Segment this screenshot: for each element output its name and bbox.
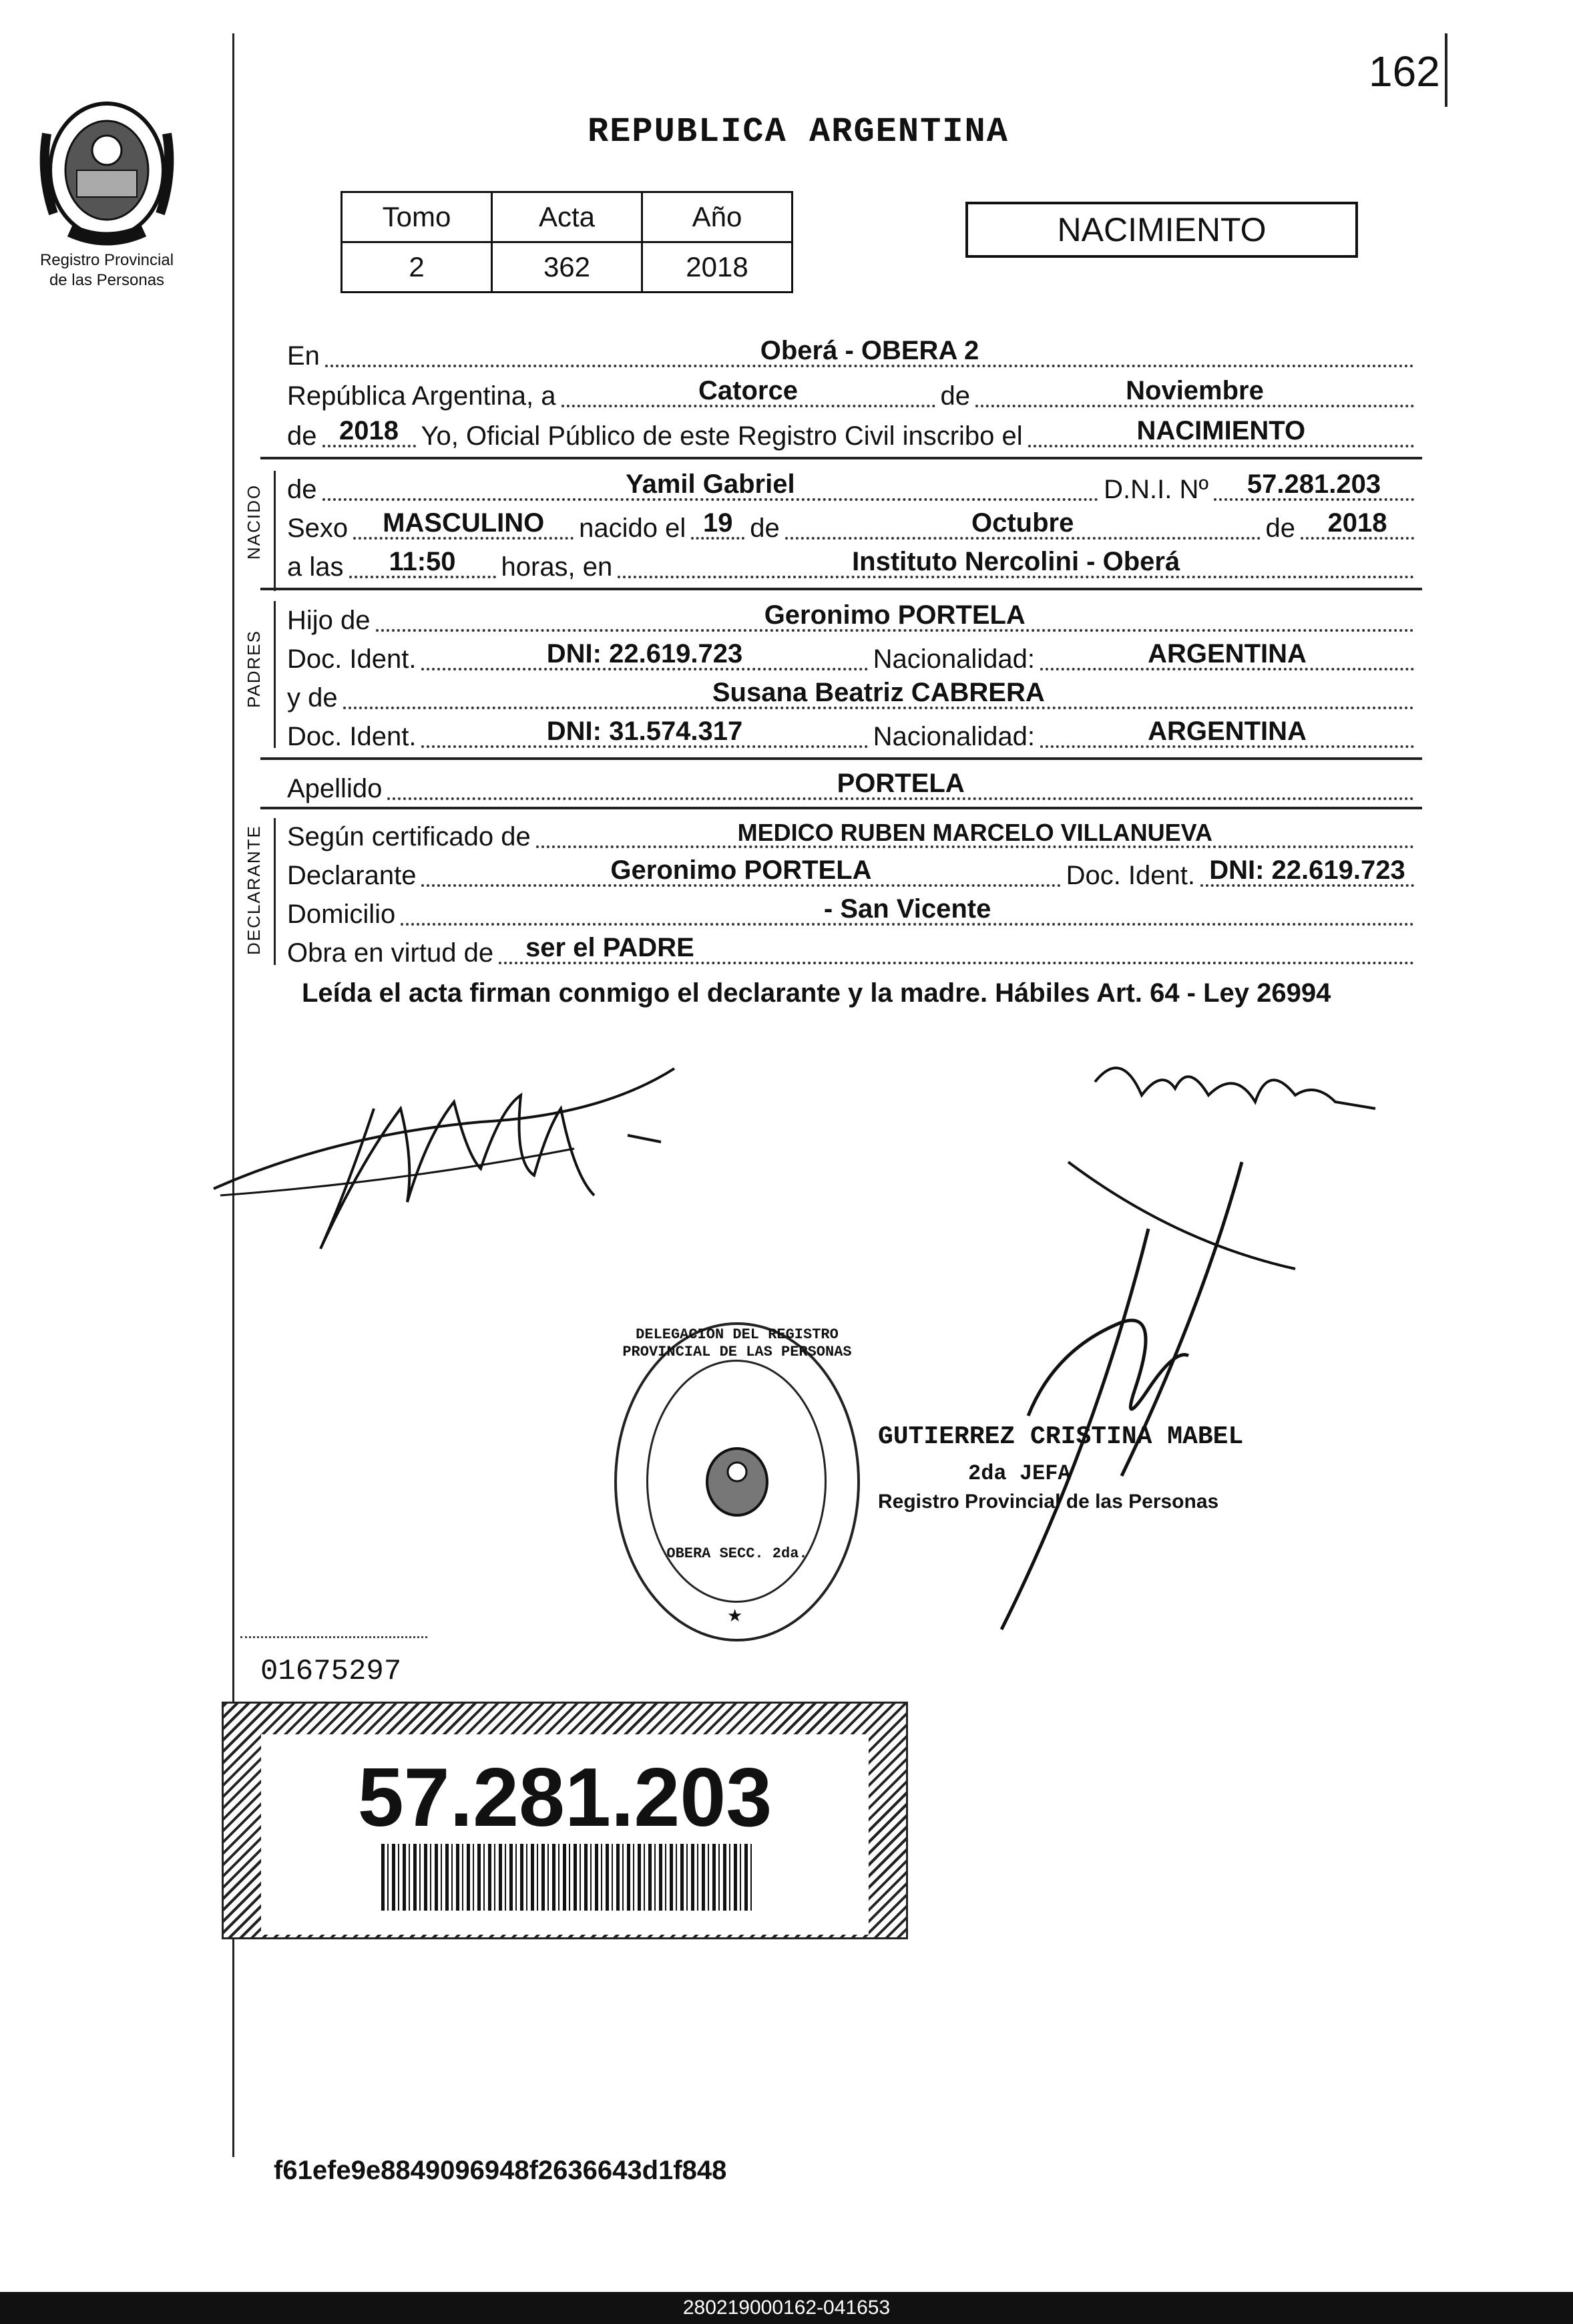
nacido-name-row — [287, 467, 1419, 505]
republica-label: República Argentina, a — [287, 381, 556, 411]
record-value-ano: 2018 — [642, 242, 793, 293]
mother-name: Susana Beatriz CABRERA — [712, 678, 1045, 707]
dni-label: D.N.I. Nº — [1104, 475, 1208, 504]
security-number: 57.281.203 — [357, 1752, 772, 1844]
inscribo-row — [287, 414, 1419, 451]
official-name: GUTIERREZ CRISTINA MABEL — [878, 1422, 1244, 1451]
en-value: Oberá - OBERA 2 — [760, 336, 979, 365]
provincial-logo — [27, 87, 187, 301]
sexo-label: Sexo — [287, 514, 349, 543]
horas-label: horas, en — [501, 552, 613, 582]
de2-label: de — [287, 421, 317, 451]
birth-month: Octubre — [971, 508, 1074, 538]
obra-label: Obra en virtud de — [287, 938, 494, 968]
page-number-rule — [1445, 33, 1447, 107]
declarante-bracket — [274, 818, 276, 965]
padres-bracket — [274, 601, 276, 748]
mother-doc: DNI: 31.574.317 — [546, 717, 743, 746]
misiones-coat-of-arms-icon — [27, 87, 187, 247]
star-icon: ★ — [727, 1605, 743, 1625]
alas-label: a las — [287, 552, 344, 582]
birth-de-label: de — [750, 514, 780, 543]
de-label: de — [940, 381, 970, 411]
declarante-label: Declarante — [287, 861, 417, 890]
birth-place: Instituto Nercolini - Oberá — [852, 547, 1180, 576]
obra-row — [287, 931, 1419, 968]
record-value-acta: 362 — [492, 242, 642, 293]
father-doc-label: Doc. Ident. — [287, 644, 417, 674]
record-value-tomo: 2 — [342, 242, 492, 293]
sexo-value: MASCULINO — [383, 508, 545, 538]
day-value: Catorce — [698, 376, 798, 405]
mother-doc-label: Doc. Ident. — [287, 722, 417, 751]
official-office: Registro Provincial de las Personas — [878, 1491, 1219, 1513]
father-doc-row — [287, 637, 1419, 674]
month-value: Noviembre — [1126, 376, 1264, 405]
declarante-doc: DNI: 22.619.723 — [1209, 855, 1405, 885]
domicilio-label: Domicilio — [287, 900, 396, 929]
nacido-time-row — [287, 545, 1419, 582]
official-stamp — [614, 1322, 860, 1641]
inscribo-label: Yo, Oficial Público de este Registro Civil inscribo el — [421, 421, 1023, 451]
father-row — [287, 598, 1419, 636]
padres-section-label: PADRES — [244, 630, 264, 708]
birth-day: 19 — [703, 508, 733, 538]
document-hash: f61efe9e8849096948f2636643d1f848 — [274, 2156, 727, 2185]
footer-code: 280219000162-041653 — [682, 2297, 891, 2319]
obra-value: ser el PADRE — [525, 933, 694, 962]
en-label: En — [287, 341, 320, 371]
newborn-name: Yamil Gabriel — [626, 469, 795, 499]
father-nationality: ARGENTINA — [1148, 639, 1307, 668]
mother-signature — [921, 1042, 1429, 1643]
yde-label: y de — [287, 683, 338, 713]
birth-time: 11:50 — [389, 547, 456, 576]
page-number: 162 — [1369, 47, 1440, 95]
declarante-signature — [200, 1028, 708, 1282]
record-type-box: NACIMIENTO — [965, 202, 1358, 258]
en-row — [287, 334, 1419, 371]
nacido-de-label: de — [287, 475, 317, 504]
domicilio-row — [287, 892, 1419, 930]
logo-caption-line2: de las Personas — [49, 271, 165, 289]
record-header-tomo: Tomo — [342, 192, 492, 242]
nacido-section-label: NACIDO — [244, 483, 264, 560]
barcode — [381, 1844, 755, 1911]
father-doc: DNI: 22.619.723 — [546, 639, 743, 668]
record-header-acta: Acta — [492, 192, 642, 242]
nacido-birth-row — [287, 506, 1419, 544]
page-title: REPUBLICA ARGENTINA — [588, 112, 1009, 152]
apellido-label: Apellido — [287, 774, 383, 803]
declarante-value: Geronimo PORTELA — [610, 855, 872, 885]
record-table — [341, 191, 793, 293]
footer-bar — [0, 2292, 1573, 2324]
official-role: 2da JEFA — [968, 1461, 1071, 1486]
stamp-ring-text: DELEGACION DEL REGISTRO PROVINCIAL DE LAS PERSONAS — [622, 1326, 852, 1360]
certificado-value: MEDICO RUBEN MARCELO VILLANUEVA — [737, 819, 1213, 846]
mother-row — [287, 676, 1419, 713]
date-row — [287, 374, 1419, 411]
nacido-el-label: nacido el — [579, 514, 686, 543]
separator-nacido — [260, 457, 1422, 459]
domicilio-value: - San Vicente — [823, 894, 991, 924]
father-name: Geronimo PORTELA — [764, 600, 1026, 630]
apellido-value: PORTELA — [837, 769, 965, 798]
declarante-doc-label: Doc. Ident. — [1066, 861, 1195, 890]
separator-apellido — [260, 757, 1422, 760]
control-number: 01675297 — [260, 1655, 402, 1688]
father-nat-label: Nacionalidad: — [873, 644, 1035, 674]
separator-padres — [260, 588, 1422, 590]
certificado-label: Según certificado de — [287, 822, 531, 851]
record-header-ano: Año — [642, 192, 793, 242]
year-value: 2018 — [339, 416, 399, 445]
birth-de-label2: de — [1265, 514, 1295, 543]
hijo-label: Hijo de — [287, 606, 371, 635]
closing-text: Leída el acta firman conmigo el declarante y la madre. Hábiles Art. 64 - Ley 26994 — [302, 978, 1331, 1008]
mother-nationality: ARGENTINA — [1148, 717, 1307, 746]
mother-nat-label: Nacionalidad: — [873, 722, 1035, 751]
declarante-row — [287, 853, 1419, 891]
birth-year: 2018 — [1327, 508, 1387, 538]
certificado-row — [287, 815, 1419, 852]
inscribo-value: NACIMIENTO — [1136, 416, 1306, 445]
stamp-coat-of-arms-icon — [697, 1442, 777, 1522]
stamp-inner-text: OBERA SECC. 2da. — [666, 1545, 808, 1562]
logo-caption-line1: Registro Provincial — [39, 251, 174, 269]
separator-declarante — [260, 807, 1422, 809]
declarante-section-label: DECLARANTE — [244, 825, 264, 955]
nacido-bracket — [274, 471, 276, 591]
security-label — [222, 1702, 908, 1939]
mother-doc-row — [287, 715, 1419, 752]
apellido-row — [287, 767, 1419, 804]
newborn-dni: 57.281.203 — [1247, 469, 1381, 499]
control-number-rule — [240, 1636, 427, 1638]
